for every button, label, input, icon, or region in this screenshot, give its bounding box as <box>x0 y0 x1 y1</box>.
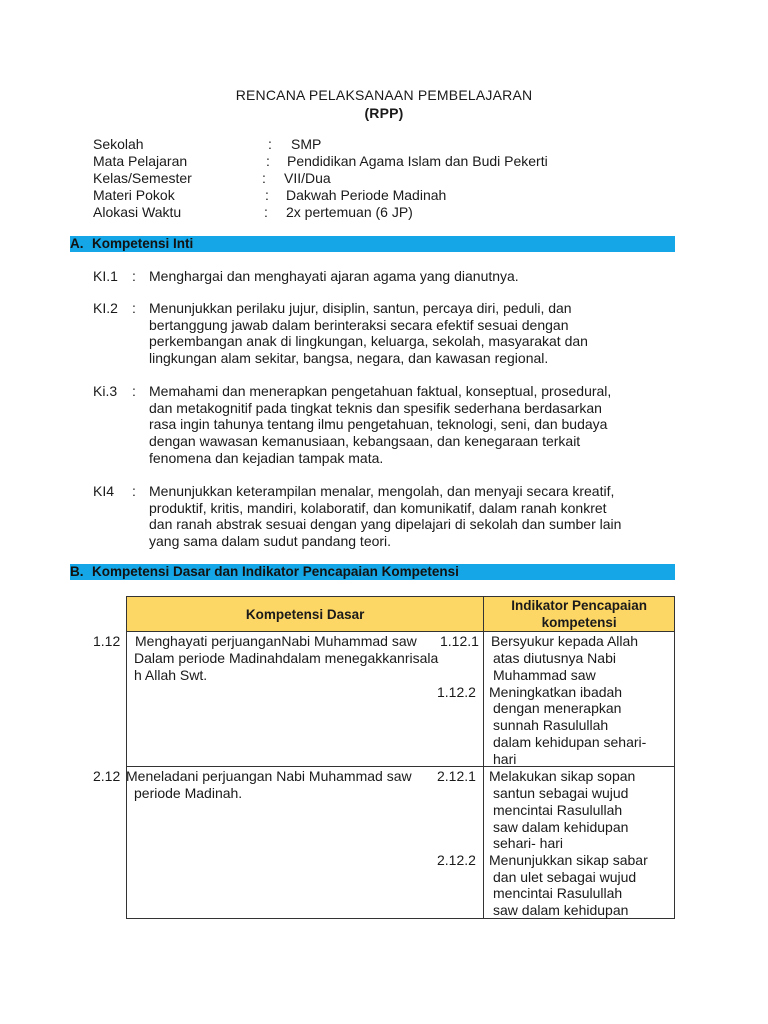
section-heading-kompetensi-inti <box>70 236 675 252</box>
ki-text-line: dan metakognitif pada tingkat teknis dan spesifik sederhana berdasarkan <box>149 399 602 416</box>
ki-code: KI4 <box>93 483 115 499</box>
identity-colon: : <box>264 204 268 220</box>
ki-text-line: Menunjukkan perilaku jujur, disiplin, santun, percaya diri, peduli, dan <box>149 300 572 316</box>
header-line: Indikator Pencapaian <box>511 598 648 613</box>
indicator-text-line: dengan menerapkan <box>493 700 622 716</box>
identity-value: Pendidikan Agama Islam dan Budi Pekerti <box>287 153 548 169</box>
document-subtitle: (RPP) <box>364 105 404 121</box>
indicator-number: 1.12.1 <box>440 633 479 649</box>
identity-label: Alokasi Waktu <box>93 204 182 220</box>
indicator-text-line: Menunjukkan sikap sabar <box>489 852 648 868</box>
indicator-text-line: santun sebagai wujud <box>493 785 629 801</box>
ki-colon: : <box>132 300 136 316</box>
ki-text-line: Menghargai dan menghayati ajaran agama yang dianutnya. <box>149 268 519 284</box>
header-line: kompetensi <box>541 615 617 630</box>
indicator-text-line: saw dalam kehidupan <box>493 902 629 918</box>
section-letter: B. <box>70 564 84 579</box>
kd-text-line: periode Madinah. <box>134 785 243 801</box>
identity-label: Kelas/Semester <box>93 170 192 186</box>
ki-colon: : <box>132 383 136 399</box>
identity-label: Sekolah <box>93 136 144 152</box>
section-title: Kompetensi Dasar dan Indikator Pencapaian Kompetensi <box>92 564 459 579</box>
indicator-text-line: dalam kehidupan sehari- <box>493 734 647 750</box>
ki-text-line: produktif, kritis, mandiri, kolaboratif, dan komunikatif, dalam ranah konkret <box>149 499 607 516</box>
indicator-text-line: mencintai Rasulullah <box>493 885 623 901</box>
ki-text-line: yang sama dalam sudut pandang teori. <box>149 533 392 550</box>
ki-text-line: Memahami dan menerapkan pengetahuan faktual, konseptual, prosedural, <box>149 383 612 399</box>
ki-text-line: perkembangan anak di lingkungan, keluarga, sekolah, masyarakat dan <box>149 333 588 350</box>
ki-colon: : <box>132 268 136 284</box>
kd-number: 1.12 <box>93 633 121 649</box>
ki-text-line: dan ranah abstrak sesuai dengan yang dipelajari di sekolah dan sumber lain <box>149 516 622 533</box>
indicator-text-line: Muhammad saw <box>493 667 596 683</box>
identity-colon: : <box>268 136 272 152</box>
identity-colon: : <box>266 153 270 169</box>
indicator-text-line: sunnah Rasulullah <box>493 717 609 733</box>
kd-text-line: h Allah Swt. <box>134 667 208 683</box>
document-title: RENCANA PELAKSANAAN PEMBELAJARAN <box>235 87 533 103</box>
ki-text-line: rasa ingin tahunya tentang ilmu pengetahuan, teknologi, seni, dan budaya <box>149 416 608 433</box>
ki-text-line: bertanggung jawab dalam berinteraksi secara efektif sesuai dengan <box>149 316 569 333</box>
section-heading-kompetensi-dasar <box>70 564 675 580</box>
indicator-text-line: saw dalam kehidupan <box>493 819 629 835</box>
ki-text-line: lingkungan alam sekitar, bangsa, negara, dan kawasan regional. <box>149 350 549 367</box>
ki-text-line: fenomena dan kejadian tampak mata. <box>149 449 384 466</box>
ki-code: Ki.3 <box>93 383 118 399</box>
identity-label: Materi Pokok <box>93 187 175 203</box>
column-header-kompetensi-dasar: Kompetensi Dasar <box>127 597 484 632</box>
table-header-row <box>127 597 675 632</box>
identity-colon: : <box>262 170 266 186</box>
indicator-text-line: Melakukan sikap sopan <box>489 768 636 784</box>
indicator-number: 1.12.2 <box>437 684 476 700</box>
ki-code: KI.1 <box>93 268 118 284</box>
indicator-text-line: Meningkatkan ibadah <box>489 684 623 700</box>
section-letter: A. <box>70 236 84 251</box>
indicator-text-line: Bersyukur kepada Allah <box>491 633 639 649</box>
ki-text-line: dengan wawasan kemanusiaan, kebangsaan, dan kenegaraan terkait <box>149 433 581 450</box>
indicator-text-line: hari <box>493 751 517 767</box>
identity-colon: : <box>265 187 269 203</box>
kd-text-line: Meneladani perjuangan Nabi Muhammad saw <box>126 768 412 784</box>
ki-code: KI.2 <box>93 300 118 316</box>
indicator-number: 2.12.2 <box>437 852 476 868</box>
ki-colon: : <box>132 483 136 499</box>
indicator-number: 2.12.1 <box>437 768 476 784</box>
identity-value: 2x pertemuan (6 JP) <box>286 204 413 220</box>
indicator-text-line: sehari- hari <box>493 835 564 851</box>
ki-text-line: Menunjukkan keterampilan menalar, mengolah, dan menyaji secara kreatif, <box>149 483 615 499</box>
section-title: Kompetensi Inti <box>92 236 194 251</box>
identity-value: SMP <box>291 136 322 152</box>
column-header-indikator <box>484 597 675 632</box>
indicator-text-line: dan ulet sebagai wujud <box>493 869 637 885</box>
identity-value: VII/Dua <box>284 170 331 186</box>
kd-text-line: Menghayati perjuanganNabi Muhammad saw <box>135 633 417 649</box>
identity-value: Dakwah Periode Madinah <box>286 187 447 203</box>
kd-text-line: Dalam periode Madinahdalam menegakkanrisala <box>134 650 439 666</box>
identity-label: Mata Pelajaran <box>93 153 188 169</box>
indicator-text-line: atas diutusnya Nabi <box>493 650 616 666</box>
indicator-text-line: mencintai Rasulullah <box>493 802 623 818</box>
kd-number: 2.12 <box>93 768 121 784</box>
